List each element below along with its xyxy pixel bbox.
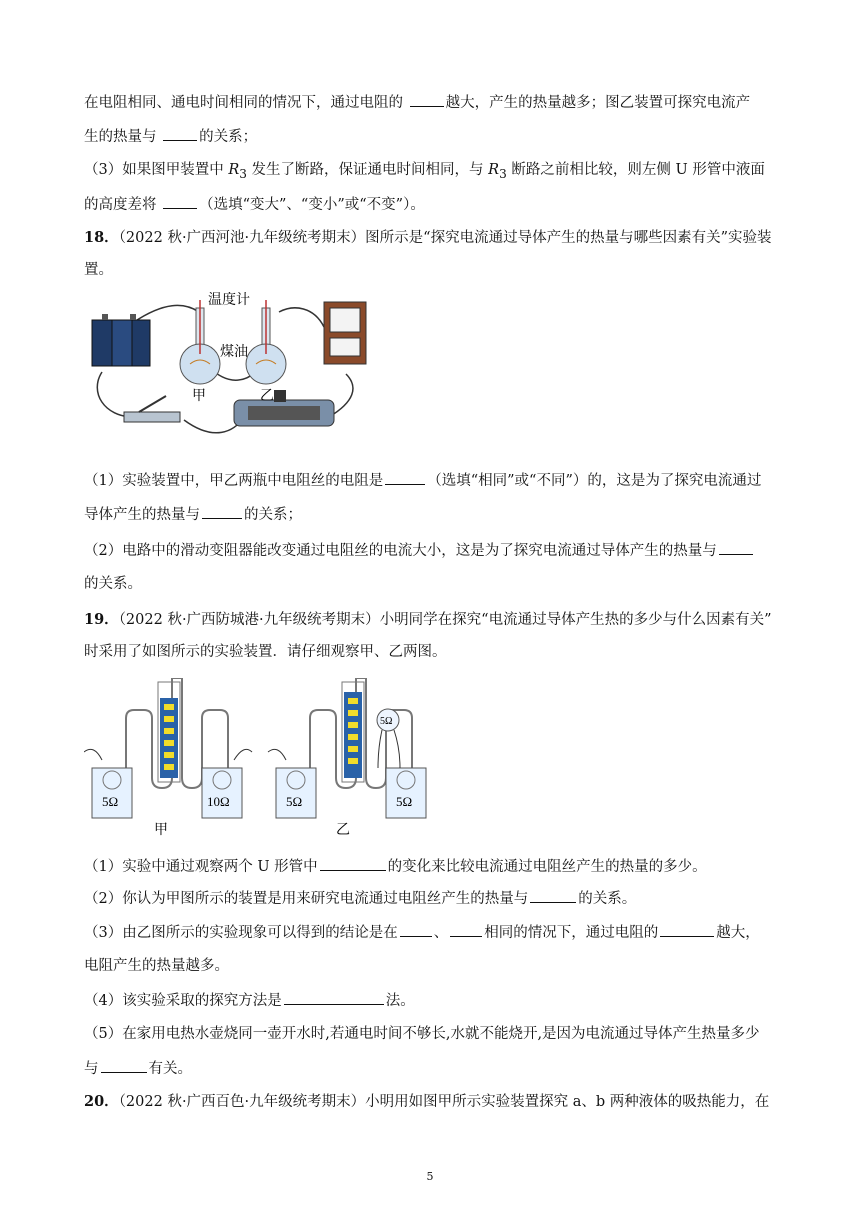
ammeter-icon <box>324 302 366 364</box>
answer-blank[interactable] <box>202 504 242 519</box>
question-19-part-3: （3）由乙图所示的实验现象可以得到的结论是在 、 相同的情况下，通过电阻的 越大， <box>84 922 760 943</box>
question-19-part-3-cont: 电阻产生的热量越多。 <box>84 958 229 974</box>
question-18-header-cont: 置。 <box>84 262 113 278</box>
question-18-part-1: （1）实验装置中，甲乙两瓶中电阻丝的电阻是 （选填“相同”或“不同”）的，这是为了探究电流通过 <box>84 470 761 491</box>
battery-icon <box>92 314 150 366</box>
text-line-1: 在电阻相同、通电时间相同的情况下，通过电阻的 越大，产生的热量越多；图乙装置可探究电流产 <box>84 92 750 113</box>
question-18-part-1-cont: 导体产生的热量与 的关系； <box>84 504 302 525</box>
label-thermometer: 温度计 <box>208 292 250 308</box>
answer-blank[interactable] <box>719 540 753 555</box>
label-jia: 甲 <box>154 822 168 838</box>
text-line-3: （3）如果图甲装置中 $R_3$ 发生了断路，保证通电时间相同，与 $R_3$ 断路之前相比较，则左侧 U 形管中液面 <box>84 162 765 181</box>
answer-blank[interactable] <box>450 922 482 937</box>
question-19-part-1: （1）实验中通过观察两个 U 形管中 的变化来比较电流通过电阻丝产生的热量的多少。 <box>84 856 707 877</box>
switch-icon <box>124 396 180 422</box>
answer-blank[interactable] <box>163 194 197 209</box>
flask-yi-icon <box>246 300 286 384</box>
question-19-part-4: （4）该实验采取的探究方法是 法。 <box>84 990 415 1011</box>
label-jia: 甲 <box>192 388 206 404</box>
text-line-2: 生的热量与 的关系； <box>84 126 257 147</box>
resistor-label: 10Ω <box>207 794 230 809</box>
answer-blank[interactable] <box>101 1058 147 1073</box>
label-yi: 乙 <box>336 822 350 838</box>
answer-blank[interactable] <box>400 922 432 937</box>
label-kerosene: 煤油 <box>220 344 248 360</box>
answer-blank[interactable] <box>385 470 425 485</box>
answer-blank[interactable] <box>530 888 576 903</box>
resistor-label: 5Ω <box>286 794 303 809</box>
rheostat-icon <box>234 390 334 426</box>
question-19-part-5: （5）在家用电热水壶烧同一壶开水时,若通电时间不够长,水就不能烧开,是因为电流通过导体产生热量多少 <box>84 1026 760 1042</box>
question-18-part-2-cont: 的关系。 <box>84 576 142 592</box>
label-yi: 乙 <box>260 388 274 404</box>
text-line-4: 的高度差将 （选填“变大”、“变小”或“不变”）。 <box>84 194 425 215</box>
resistor-label: 5Ω <box>380 716 393 727</box>
question-18-header: 18．（2022 秋·广西河池·九年级统考期末）图所示是“探究电流通过导体产生的热量与哪些因素有关”实验装 <box>84 229 772 246</box>
answer-blank[interactable] <box>410 92 444 107</box>
question-19-header: 19．（2022 秋·广西防城港·九年级统考期末）小明同学在探究“电流通过导体产生热的多少与什么因素有关” <box>84 611 772 628</box>
circuit-figure-18 <box>84 292 374 438</box>
flask-jia-icon <box>180 300 220 384</box>
question-19-part-5-cont: 与 有关。 <box>84 1058 192 1079</box>
question-19-part-2: （2）你认为甲图所示的装置是用来研究电流通过电阻丝产生的热量与 的关系。 <box>84 888 636 909</box>
page-number: 5 <box>426 1170 434 1183</box>
u-tube-figure-19 <box>84 678 434 838</box>
answer-blank[interactable] <box>284 990 384 1005</box>
question-20-header: 20．（2022 秋·广西百色·九年级统考期末）小明用如图甲所示实验装置探究 a、b 两种液体的吸热能力，在 <box>84 1093 770 1110</box>
answer-blank[interactable] <box>660 922 714 937</box>
question-18-part-2: （2）电路中的滑动变阻器能改变通过电阻丝的电流大小，这是为了探究电流通过导体产生的热量与 <box>84 540 755 561</box>
question-19-header-cont: 时采用了如图所示的实验装置．请仔细观察甲、乙两图。 <box>84 644 447 660</box>
answer-blank[interactable] <box>163 126 197 141</box>
answer-blank[interactable] <box>320 856 386 871</box>
resistor-label: 5Ω <box>396 794 413 809</box>
resistor-label: 5Ω <box>102 794 119 809</box>
